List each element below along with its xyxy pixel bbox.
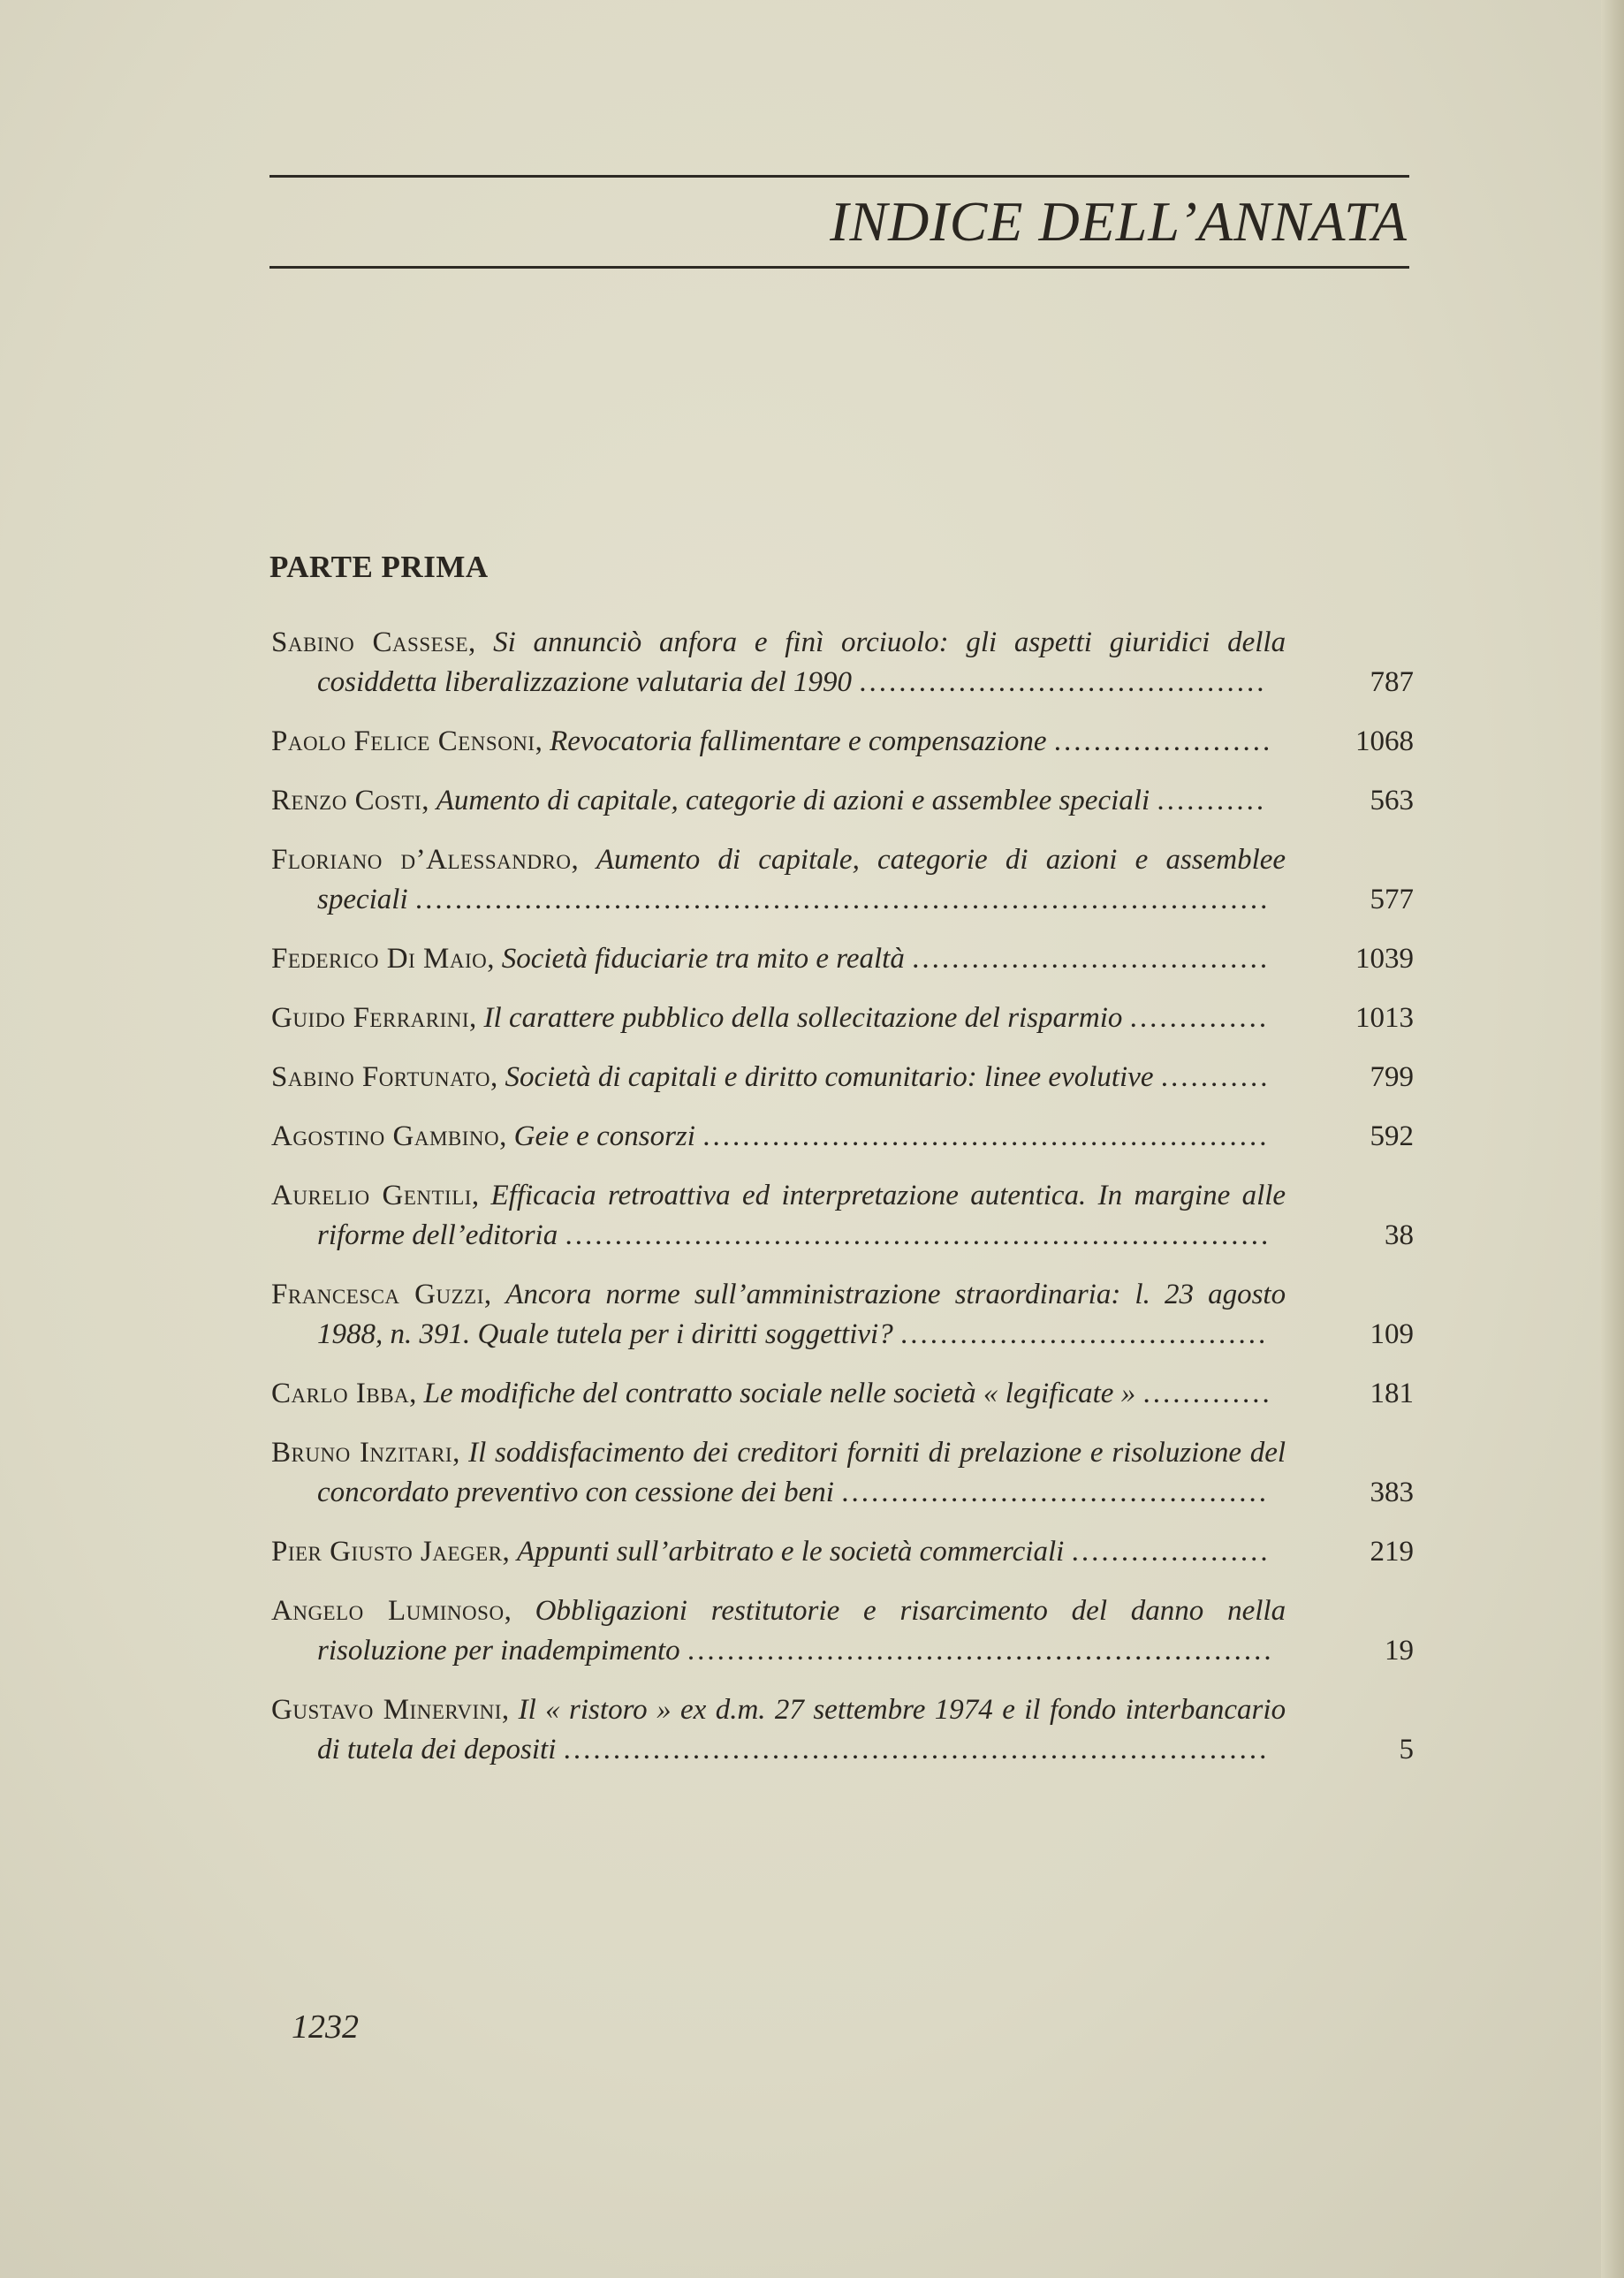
page-number: 1232: [292, 2008, 359, 2046]
toc-entry-text: Pier Giusto Jaeger, Appunti sull’arbitrato e le società commerciali ....................: [271, 1536, 1271, 1568]
entry-author: Bruno Inzitari: [271, 1437, 453, 1469]
running-header: [269, 175, 1409, 269]
toc-entry-text: Renzo Costi, Aumento di capitale, categorie di azioni e assemblee speciali ...........: [271, 785, 1267, 816]
dot-leader: .......................................................................: [565, 1219, 1271, 1251]
toc-entry: [271, 623, 1414, 702]
toc-entry: [271, 999, 1414, 1038]
section-title: PARTE PRIMA: [269, 550, 489, 584]
entry-author: Sabino Cassese: [271, 626, 469, 658]
toc-entry: [271, 1275, 1414, 1355]
entry-author: Francesca Guzzi: [271, 1279, 484, 1310]
entry-page-number: 1068: [1355, 725, 1414, 757]
entry-title: Si annunciò anfora e finì orciuolo: gli aspetti giuridici della cosiddetta liberalizzazione valutaria del 1990: [317, 626, 1286, 698]
toc-entry: [271, 1117, 1414, 1157]
entry-title: Società fiduciarie tra mito e realtà: [501, 943, 905, 975]
entry-author: Agostino Gambino: [271, 1120, 500, 1152]
toc-entry-text: Angelo Luminoso, Obbligazioni restitutorie e risarcimento del danno nella risoluzione per inadempimento ...........................................................: [271, 1595, 1286, 1667]
entry-author: Angelo Luminoso: [271, 1595, 505, 1627]
entry-page-number: 787: [1370, 666, 1414, 698]
toc-entry-text: Gustavo Minervini, Il « ristoro » ex d.m. 27 settembre 1974 e il fondo interbancario di tutela dei depositi .......................................................................: [271, 1694, 1286, 1765]
toc-entry: [271, 1591, 1414, 1671]
entry-title: Appunti sull’arbitrato e le società commerciali: [517, 1536, 1065, 1568]
toc-entry: [271, 1433, 1414, 1513]
entry-title: Società di capitali e diritto comunitario: linee evolutive: [505, 1061, 1154, 1093]
entry-page-number: 109: [1370, 1318, 1414, 1350]
toc-entry-text: Sabino Fortunato, Società di capitali e diritto comunitario: linee evolutive ...........: [271, 1061, 1271, 1093]
toc-entry: [271, 1176, 1414, 1256]
dot-leader: .....................................: [899, 1318, 1269, 1350]
entry-title: Aumento di capitale, categorie di azioni e assemblee speciali: [317, 844, 1286, 915]
toc-entry-text: Paolo Felice Censoni, Revocatoria fallimentare e compensazione ......................: [271, 725, 1273, 757]
entry-author: Pier Giusto Jaeger: [271, 1536, 503, 1568]
entry-page-number: 19: [1385, 1635, 1414, 1667]
entry-author: Federico Di Maio: [271, 943, 488, 975]
toc-entry-text: Federico Di Maio, Società fiduciarie tra mito e realtà ....................................: [271, 943, 1271, 975]
entry-page-number: 799: [1370, 1061, 1414, 1093]
dot-leader: ......................................................................................: [414, 884, 1271, 915]
entry-page-number: 181: [1370, 1378, 1414, 1409]
page-edge: [1601, 0, 1624, 2278]
entry-title: Geie e consorzi: [513, 1120, 695, 1152]
entry-page-number: 38: [1385, 1219, 1414, 1251]
entry-page-number: 5: [1399, 1734, 1414, 1765]
entry-title: Il carattere pubblico della sollecitazione del risparmio: [483, 1002, 1123, 1034]
toc-entry: [271, 1374, 1414, 1414]
dot-leader: ..............: [1129, 1002, 1270, 1034]
header-rule-bottom: [269, 266, 1409, 269]
entry-page-number: 563: [1370, 785, 1414, 816]
entry-author: Renzo Costi: [271, 785, 422, 816]
toc-entry-text: Agostino Gambino, Geie e consorzi .........................................................: [271, 1120, 1270, 1152]
entry-page-number: 592: [1370, 1120, 1414, 1152]
dot-leader: ....................................: [912, 943, 1271, 975]
entry-author: Gustavo Minervini: [271, 1694, 502, 1726]
toc-entry-text: Sabino Cassese, Si annunciò anfora e finì orciuolo: gli aspetti giuridici della cosiddetta liberalizzazione valutaria del 1990 .........................................: [271, 626, 1286, 698]
toc-entry-text: Francesca Guzzi, Ancora norme sull’amministrazione straordinaria: l. 23 agosto 1988, n. 391. Quale tutela per i diritti soggettivi? .....................................: [271, 1279, 1286, 1350]
toc-entry-text: Aurelio Gentili, Efficacia retroattiva ed interpretazione autentica. In margine alle riforme dell’editoria .......................................................................: [271, 1180, 1286, 1251]
dot-leader: ....................: [1071, 1536, 1271, 1568]
toc-entry: [271, 1690, 1414, 1770]
entry-author: Paolo Felice Censoni: [271, 725, 535, 757]
entry-author: Guido Ferrarini: [271, 1002, 470, 1034]
entry-title: Efficacia retroattiva ed interpretazione autentica. In margine alle riforme dell’editoria: [317, 1180, 1286, 1251]
entry-title: Il « ristoro » ex d.m. 27 settembre 1974 e il fondo interbancario di tutela dei depositi: [317, 1694, 1286, 1765]
toc-entry: [271, 722, 1414, 762]
toc-entry: [271, 1532, 1414, 1572]
toc-entry-text: Floriano d’Alessandro, Aumento di capitale, categorie di azioni e assemblee speciali ......................................................................................: [271, 844, 1286, 915]
dot-leader: ...........: [1160, 1061, 1271, 1093]
toc-entry-text: Bruno Inzitari, Il soddisfacimento dei creditori forniti di prelazione e risoluzione del concordato preventivo con cessione dei beni ...........................................: [271, 1437, 1286, 1508]
toc-entry: [271, 1058, 1414, 1097]
entry-title: Obbligazioni restitutorie e risarcimento del danno nella risoluzione per inadempimento: [317, 1595, 1286, 1667]
entry-title: Revocatoria fallimentare e compensazione: [550, 725, 1047, 757]
entry-page-number: 1013: [1355, 1002, 1414, 1034]
table-of-contents: [271, 623, 1414, 1789]
dot-leader: .......................................................................: [563, 1734, 1270, 1765]
entry-title: Aumento di capitale, categorie di azioni e assemblee speciali: [436, 785, 1150, 816]
entry-page-number: 383: [1370, 1477, 1414, 1508]
toc-entry: [271, 939, 1414, 979]
dot-leader: .........................................: [859, 666, 1267, 698]
toc-entry-text: Guido Ferrarini, Il carattere pubblico della sollecitazione del risparmio ..............: [271, 1002, 1270, 1034]
entry-page-number: 577: [1370, 884, 1414, 915]
entry-page-number: 1039: [1355, 943, 1414, 975]
header-title: INDICE DELL’ANNATA: [830, 190, 1408, 253]
dot-leader: ......................: [1053, 725, 1273, 757]
entry-title: Il soddisfacimento dei creditori forniti di prelazione e risoluzione del concordato preventivo con cessione dei beni: [317, 1437, 1286, 1508]
toc-entry: [271, 781, 1414, 821]
dot-leader: ...........: [1157, 785, 1267, 816]
entry-author: Sabino Fortunato: [271, 1061, 490, 1093]
entry-author: Floriano d’Alessandro: [271, 844, 572, 876]
entry-title: Ancora norme sull’amministrazione straordinaria: l. 23 agosto 1988, n. 391. Quale tutela per i diritti soggettivi?: [317, 1279, 1286, 1350]
dot-leader: .........................................................: [702, 1120, 1270, 1152]
entry-page-number: 219: [1370, 1536, 1414, 1568]
toc-entry-text: Carlo Ibba, Le modifiche del contratto sociale nelle società « legificate » .............: [271, 1378, 1272, 1409]
entry-author: Aurelio Gentili: [271, 1180, 472, 1211]
dot-leader: ...........................................: [841, 1477, 1269, 1508]
dot-leader: ...........................................................: [687, 1635, 1274, 1667]
dot-leader: .............: [1142, 1378, 1272, 1409]
toc-entry: [271, 840, 1414, 920]
entry-title: Le modifiche del contratto sociale nelle società « legificate »: [423, 1378, 1136, 1409]
entry-author: Carlo Ibba: [271, 1378, 410, 1409]
